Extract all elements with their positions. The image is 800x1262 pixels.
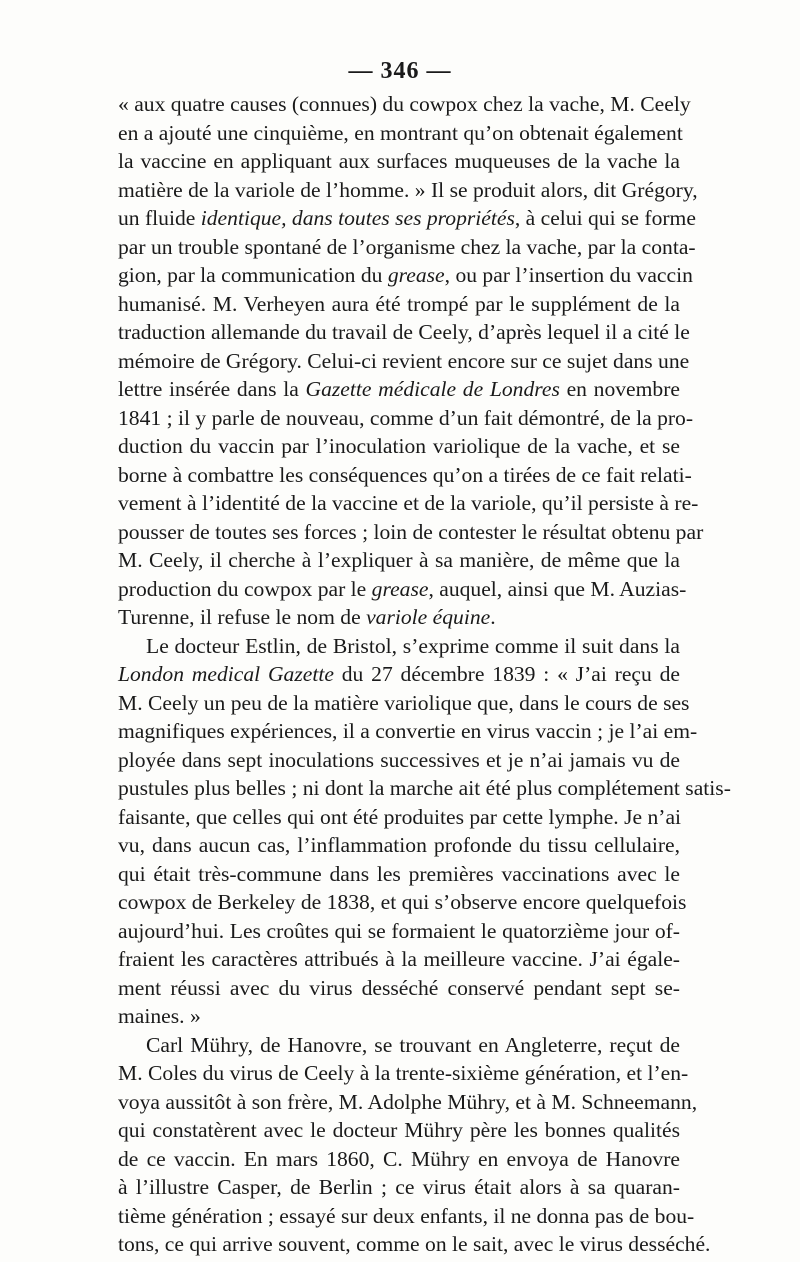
text-line: M. Ceely un peu de la matière variolique que, dans le cours de ses bbox=[118, 690, 690, 715]
text-line: la vaccine en appliquant aux surfaces muqueuses de la vache la bbox=[118, 149, 680, 173]
text-line: pustules plus belles ; ni dont la marche ait été plus complétement satis- bbox=[118, 776, 731, 800]
text-line: lettre insérée dans la Gazette médicale de Londres en novembre bbox=[118, 377, 681, 401]
text-line: tons, ce qui arrive souvent, comme on le sait, avec le virus desséché. bbox=[118, 1232, 711, 1256]
text-line: duction du vaccin par l’inoculation variolique de la vache, et se bbox=[118, 434, 680, 458]
text-line: mémoire de Grégory. Celui-ci revient encore sur ce sujet dans une bbox=[118, 348, 690, 373]
italic-text: Gazette médicale de Londres bbox=[305, 377, 560, 401]
text-line: traduction allemande du travail de Ceely, d’après lequel il a cité le bbox=[118, 320, 690, 344]
text-line: production du cowpox par le grease, auquel, ainsi que M. Auzias- bbox=[118, 576, 687, 601]
italic-text: grease bbox=[387, 263, 445, 287]
italic-text: London medical Gazette bbox=[118, 662, 334, 686]
text-line: 1841 ; il y parle de nouveau, comme d’un fait démontré, de la pro- bbox=[118, 405, 694, 430]
text-line: qui était très-commune dans les premières vaccinations avec le bbox=[118, 861, 680, 886]
text-line: à l’illustre Casper, de Berlin ; ce virus était alors à sa quaran- bbox=[118, 1175, 680, 1199]
italic-text: grease bbox=[371, 576, 429, 601]
text-line: « aux quatre causes (connues) du cowpox chez la vache, M. Ceely bbox=[118, 92, 691, 116]
text-line: vement à l’identité de la vaccine et de la variole, qu’il persiste à re- bbox=[118, 491, 699, 515]
text-line: humanisé. M. Verheyen aura été trompé par le supplément de la bbox=[118, 291, 680, 316]
text-line: borne à combattre les conséquences qu’on a tirées de ce fait relati- bbox=[118, 462, 692, 487]
text-line: M. Ceely, il cherche à l’expliquer à sa manière, de même que la bbox=[118, 548, 680, 572]
italic-text: identique, dans toutes ses propriétés bbox=[200, 206, 515, 230]
text-line: Carl Mühry, de Hanovre, se trouvant en Angleterre, reçut de bbox=[146, 1032, 680, 1057]
text-line: Le docteur Estlin, de Bristol, s’exprime comme il suit dans la bbox=[146, 633, 680, 658]
text-line: cowpox de Berkeley de 1838, et qui s’observe encore quelquefois bbox=[118, 890, 687, 914]
text-line: ment réussi avec du virus desséché conservé pendant sept se- bbox=[118, 975, 680, 1000]
text-line: London medical Gazette du 27 décembre 1839 : « J’ai reçu de bbox=[118, 662, 680, 686]
text-line: tième génération ; essayé sur deux enfants, il ne donna pas de bou- bbox=[118, 1203, 695, 1228]
text-line: voya aussitôt à son frère, M. Adolphe Mühry, et à M. Schneemann, bbox=[118, 1089, 698, 1114]
text-line: vu, dans aucun cas, l’inflammation profonde du tissu cellulaire, bbox=[118, 833, 680, 857]
text-line: fraient les caractères attribués à la meilleure vaccine. J’ai égale- bbox=[118, 947, 680, 971]
italic-text: variole équine bbox=[366, 605, 491, 629]
text-line: M. Coles du virus de Ceely à la trente-sixième génération, et l’en- bbox=[118, 1061, 689, 1085]
text-line: un fluide identique, dans toutes ses propriétés, à celui qui se forme bbox=[118, 206, 696, 230]
text-line: matière de la variole de l’homme. » Il se produit alors, dit Grégory, bbox=[118, 177, 698, 202]
text-line: gion, par la communication du grease, ou par l’insertion du vaccin bbox=[118, 263, 693, 287]
body-text bbox=[118, 90, 731, 1259]
text-line: qui constatèrent avec le docteur Mühry père les bonnes qualités bbox=[118, 1118, 680, 1142]
text-line: aujourd’hui. Les croûtes qui se formaient le quatorzième jour of- bbox=[118, 918, 680, 943]
text-line: Turenne, il refuse le nom de variole équine. bbox=[118, 605, 496, 629]
text-line: de ce vaccin. En mars 1860, C. Mühry en envoya de Hanovre bbox=[118, 1146, 680, 1171]
text-line: en a ajouté une cinquième, en montrant qu’on obtenait également bbox=[118, 120, 683, 145]
page-number: — 346 — bbox=[348, 58, 452, 84]
text-line: faisante, que celles qui ont été produites par cette lymphe. Je n’ai bbox=[118, 804, 682, 829]
text-line: magnifiques expériences, il a convertie en virus vaccin ; je l’ai em- bbox=[118, 719, 698, 743]
text-line: maines. » bbox=[118, 1004, 201, 1028]
text-line: par un trouble spontané de l’organisme chez la vache, par la conta- bbox=[118, 234, 696, 259]
text-line: ployée dans sept inoculations successives et je n’ai jamais vu de bbox=[118, 747, 680, 772]
text-line: pousser de toutes ses forces ; loin de contester le résultat obtenu par bbox=[118, 519, 704, 544]
